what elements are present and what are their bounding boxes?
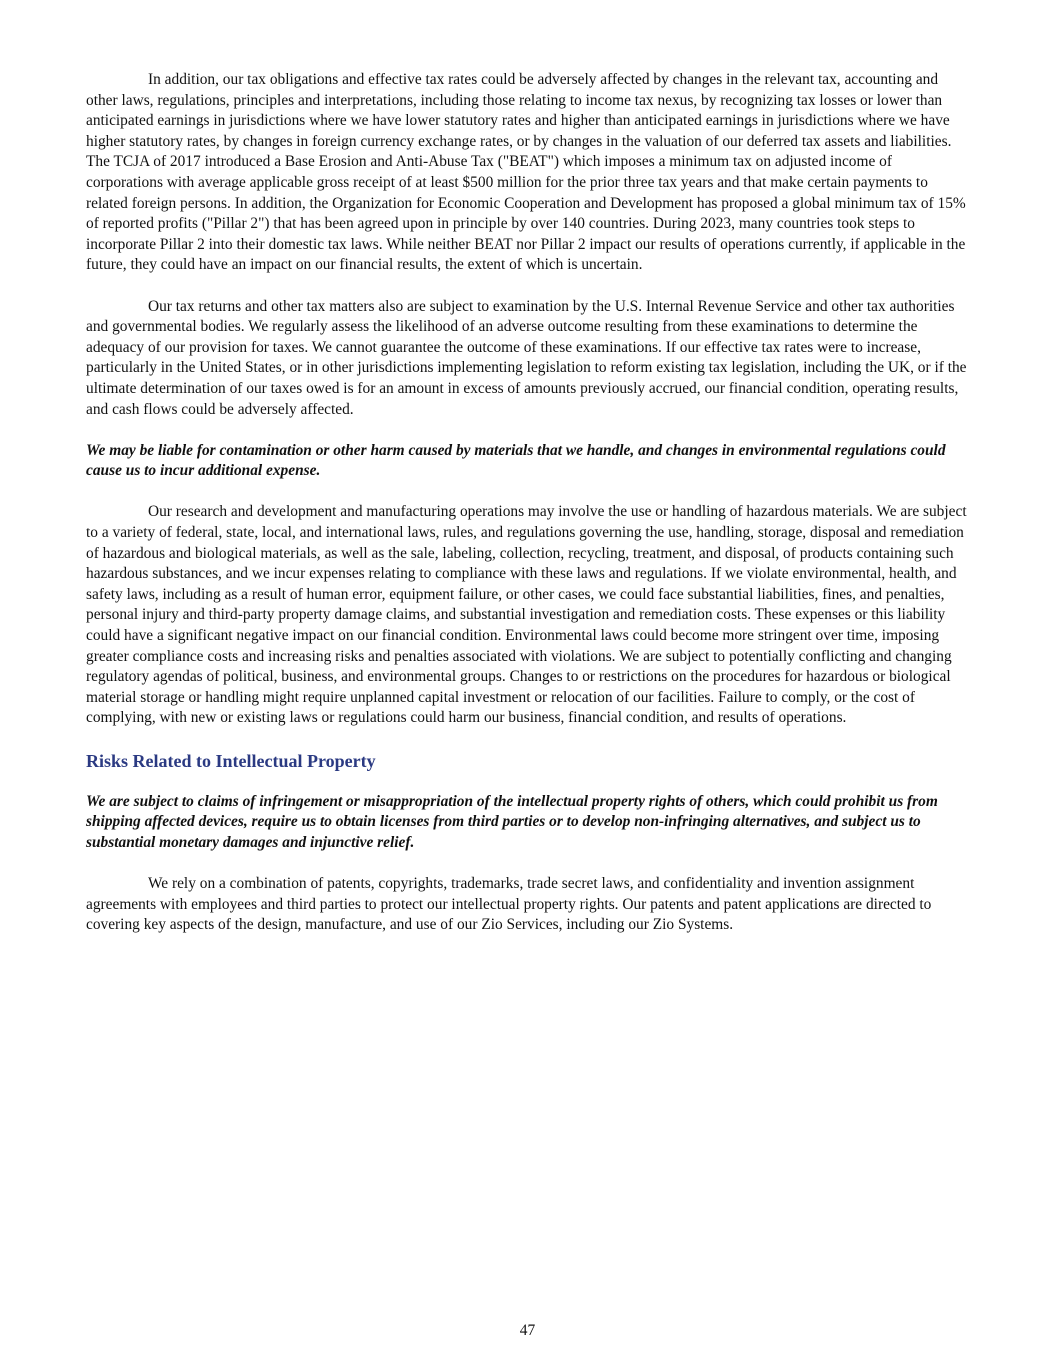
paragraph-intellectual-property: We rely on a combination of patents, copyrights, trademarks, trade secret laws, and confidentiality and invention assignment agreements with employees and third parties to protect our intellectual property rights. Our patents and patent applications are directed to covering key aspects of the design, manufacture, and use of our Zio Services, including our Zio Systems. — [86, 874, 932, 934]
page-number: 47 — [519, 1322, 536, 1339]
paragraph-environmental: Our research and development and manufacturing operations may involve the use or handling of hazardous materials. We are subject to a variety of federal, state, local, and international laws, rules, and regulations governing the use, handling, storage, disposal and remediation of hazardous and biological materials, as well as the sale, labeling, collection, recycling, treatment, and disposal, of products containing such hazardous substances, and we incur expenses relating to compliance with these laws and regulations. If we violate environmental, health, and safety laws, including as a result of human error, equipment failure, or other cases, we could face substantial liabilities, fines, and penalties, personal injury and third-party property damage claims, and substantial investigation and remediation costs. These expenses or this liability could have a significant negative impact on our financial condition. Environmental laws could become more stringent over time, imposing greater compliance costs and increasing risks and penalties associated with violations. We are subject to potentially conflicting and changing regulatory agendas of political, business, and environmental groups. Changes to or restrictions on the procedures for hazardous or biological material storage or handling might require unplanned capital investment or relocation of our facilities. Failure to comply, or the cost of complying, with new or existing laws or regulations could harm our business, financial condition, and results of operations. — [86, 503, 967, 727]
document-body — [86, 70, 970, 956]
risk-heading-infringement: We are subject to claims of infringement or misappropriation of the intellectual property rights of others, which could prohibit us from shipping affected devices, require us to obtain licenses from third parties or to develop non-infringing alternatives, and subject us to substantial monetary damages and injunctive relief. — [86, 792, 938, 851]
paragraph-tax-rates: In addition, our tax obligations and effective tax rates could be adversely affected by changes in the relevant tax, accounting and other laws, regulations, principles and interpretations, including those relating to income tax nexus, by recognizing tax losses or lower than anticipated earnings in jurisdictions where we have lower statutory rates and higher than anticipated earnings in jurisdictions where we have higher statutory rates, by changes in foreign currency exchange rates, or by changes in the valuation of our deferred tax assets and liabilities. The TCJA of 2017 introduced a Base Erosion and Anti-Abuse Tax ("BEAT") which imposes a minimum tax on adjusted income of corporations with average applicable gross receipt of at least $500 million for the prior three tax years and that make certain payments to related foreign persons. In addition, the Organization for Economic Cooperation and Development has proposed a global minimum tax of 15% of reported profits ("Pillar 2") that has been agreed upon in principle by over 140 countries. During 2023, many countries took steps to incorporate Pillar 2 into their domestic tax laws. While neither BEAT nor Pillar 2 impact our results of operations currently, if applicable in the future, they could have an impact on our financial results, the extent of which is uncertain. — [86, 71, 966, 274]
paragraph-tax-examinations: Our tax returns and other tax matters also are subject to examination by the U.S. Internal Revenue Service and other tax authorities and governmental bodies. We regularly assess the likelihood of an adverse outcome resulting from these examinations to determine the adequacy of our provision for taxes. We cannot guarantee the outcome of these examinations. If our effective tax rates were to increase, particularly in the United States, or in other jurisdictions implementing legislation to reform existing tax legislation, including the UK, or if the ultimate determination of our taxes owed is for an amount in excess of amounts previously accrued, our financial condition, operating results, and cash flows could be adversely affected. — [86, 297, 967, 418]
section-heading-intellectual-property: Risks Related to Intellectual Property — [86, 750, 376, 771]
risk-heading-environmental: We may be liable for contamination or other harm caused by materials that we handle, and changes in environmental regulations could cause us to incur additional expense. — [86, 441, 946, 480]
